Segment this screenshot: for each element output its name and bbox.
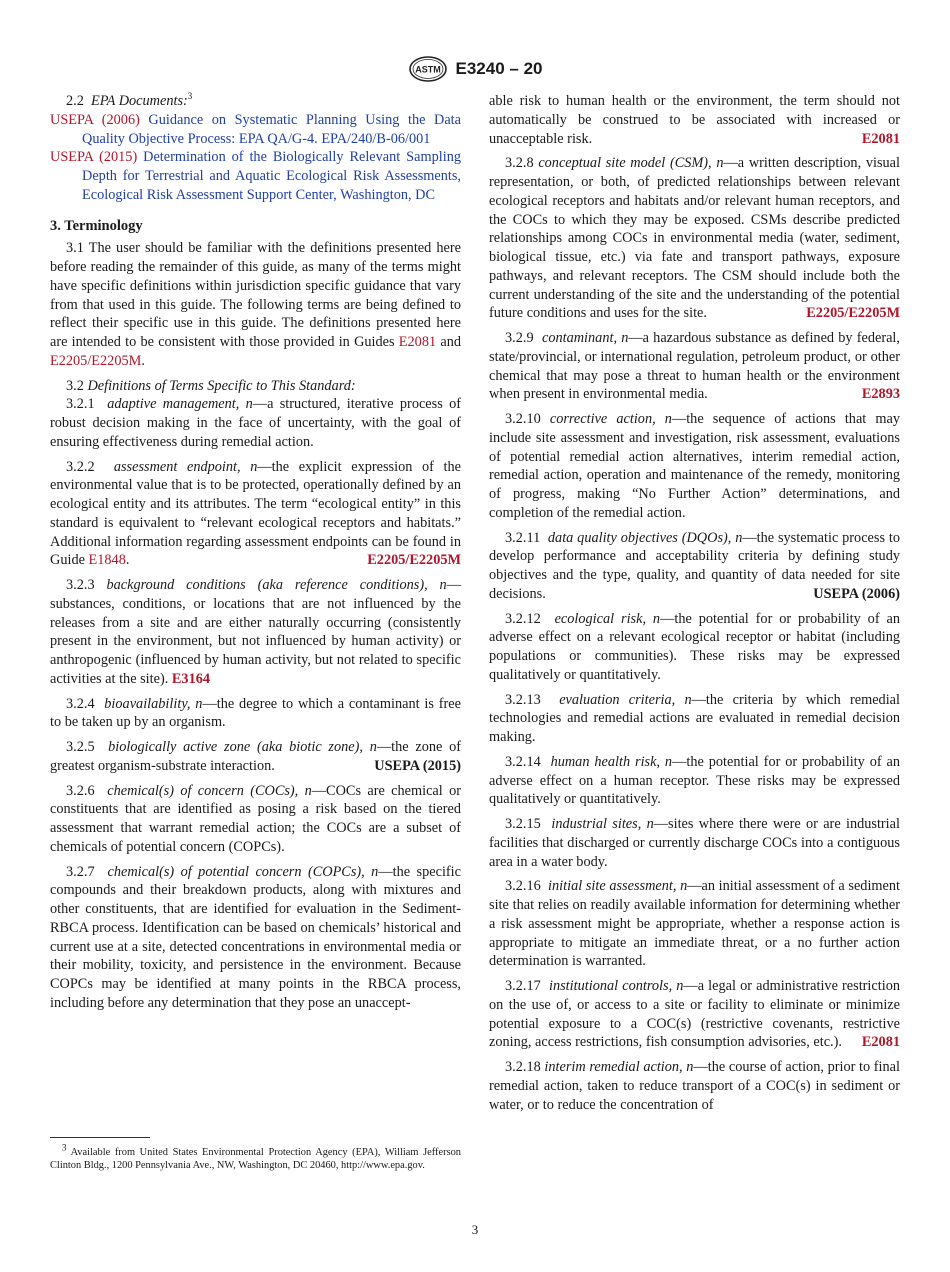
ref-link-e2205[interactable]: E2205/E2205M — [50, 352, 142, 369]
definition-3-2-15: 3.2.15 industrial sites, n—sites where there were or are industrial facilities that discharged or currently discharge COCs into a contiguous area in a water body. — [489, 816, 900, 870]
definition-3-2-11: 3.2.11 data quality objectives (DQOs), n—the systematic process to develop performance and acceptability criteria by defining study objectives and the type, quality, and quantity of data needed for site decisions. USEPA (2006) — [489, 529, 900, 602]
definition-3-2-2: 3.2.2 assessment endpoint, n—the explicit expression of the environmental value that is to be protected, operationally defined by an ecological entity and its attributes. The term “ecological entity” in this standard is equivalent to “relevant ecological receptors and habitats.” Additional information regarding assessment endpoints can be found in Guide E1848. E2205/E2205M — [50, 458, 461, 569]
source-tag[interactable]: E3164 — [171, 670, 211, 687]
definition-3-2-7-continued: able risk to human health or the environment, the term should not automatically be construed to be associated with increased or unacceptable risk. E2081 — [489, 93, 900, 147]
standard-designation: E3240 – 20 — [455, 59, 543, 78]
definition-3-2-12: 3.2.12 ecological risk, n—the potential for or probability of an adverse effect on a relevant ecological receptor or habitat (including populations or communities). These risks may be expressed qualitatively or quantitatively. — [489, 610, 900, 683]
footnote: $^3$ Available from United States Environmental Protection Agency (EPA), William Jefferson Clinton Bldg., 1200 Pennsylvania Ave., NW, Washington, DC 20460, http://www.epa.gov. — [50, 1142, 461, 1172]
page-number: 3 — [471, 1222, 479, 1237]
source-tag[interactable]: E2081 — [861, 1034, 900, 1051]
definition-3-2-1: 3.2.1 adaptive management, n—a structured, iterative process of robust decision making in the face of uncertainty, with the goal of ensuring effectiveness during remedial action. — [50, 396, 461, 450]
reference-usepa-2015[interactable]: USEPA (2015) Determination of the Biologically Relevant Sampling Depth for Terrestrial and Aquatic Ecological Risk Assessments, Ecological Risk Assessment Support Center, Washington, DC — [50, 149, 461, 203]
page-header — [0, 56, 950, 82]
astm-logo-icon — [408, 56, 448, 82]
source-tag[interactable]: E2205/E2205M — [806, 305, 900, 322]
svg-text:ASTM: ASTM — [414, 64, 441, 75]
definition-3-2-4: 3.2.4 bioavailability, n—the degree to which a contaminant is free to be taken up by an organism. — [50, 695, 462, 731]
source-tag: USEPA (2015) — [374, 757, 461, 774]
source-tag: USEPA (2006) — [813, 585, 900, 602]
para-3-1: 3.1 The user should be familiar with the definitions presented here before reading the remainder of this guide, as many of the terms might have specific definitions within jurisdiction specific guidance that vary from that used in this guide. The following terms are being defined to reflect their specific use in this guide. The definitions presented here are intended to be consistent with those provided in Guides E2081 and E2205/E2205M. — [50, 240, 461, 369]
source-tag[interactable]: E2893 — [861, 386, 900, 403]
definition-3-2-18: 3.2.18 interim remedial action, n—the course of action, prior to final remedial action, taken to reduce transport of a COC(s) in sediment or water, or to reduce the concentration of — [489, 1059, 900, 1113]
definition-3-2-13: 3.2.13 evaluation criteria, n—the criteria by which remedial technologies and remedial actions are evaluated in remedial decision making. — [489, 691, 900, 745]
definition-3-2-8: 3.2.8 conceptual site model (CSM), n—a written description, visual representation, or both, of predicted relationships between relevant ecological receptors and habitats and/or relevant human receptors, and the COCs to which they may be exposed. CSMs describe predicted relationships among COCs in environmental media (water, sediment, biological tissue, etc.) via fate and transport pathways, exposure pathways, and relevant receptors. The CSM should include both the current understanding of the site and the understanding of the potential future conditions and uses for the site. E2205/E2205M — [489, 155, 901, 322]
ref-link-e1848[interactable]: E1848 — [88, 552, 126, 569]
definition-3-2-5: 3.2.5 biologically active zone (aka biotic zone), n—the zone of greatest organism-substrate interaction. USEPA (2015) — [50, 739, 461, 774]
definition-3-2-7: 3.2.7 chemical(s) of potential concern (COPCs), n—the specific compounds and their breakdown products, along with mixtures and other constituents, that are identified for evaluation in the Sediment-RBCA process. Identification can be based on chemicals’ historical and current use at a site, detected concentrations in environmental media or their mobility, toxicity, and persistence in the environment. Because COPCs may be identified at many points in the RBCA process, including before any determination that they pose an unaccept- — [50, 863, 461, 1011]
right-column — [489, 92, 900, 1120]
definition-3-2-16: 3.2.16 initial site assessment, n—an initial assessment of a sediment site that relies on readily available information for determining whether a risk assessment might be appropriate, whether a response action is appropriate to mitigate an immediate threat, or a no further action determination is warranted. — [489, 878, 901, 970]
definition-3-2-9: 3.2.9 contaminant, n—a hazardous substance as defined by federal, state/provincial, or international regulation, petroleum product, or other chemical that may pose a threat to human health or the environment when present in environmental media. E2893 — [489, 330, 900, 403]
definition-3-2-6: 3.2.6 chemical(s) of concern (COCs), n—COCs are chemical or constituents that are identified as posing a risk based on the tiered assessment that warrant remedial action; the COCs are a subset of chemicals of potential concern (COPCs). — [50, 782, 462, 855]
ref-link-e2081[interactable]: E2081 — [398, 334, 437, 350]
section-3-heading: 3. Terminology — [50, 217, 143, 234]
reference-usepa-2006[interactable]: USEPA (2006) Guidance on Systematic Planning Using the Data Quality Objective Process: EPA QA/G-4. EPA/240/B-06/001 — [50, 111, 461, 147]
source-tag[interactable]: E2081 — [861, 130, 900, 147]
definition-3-2-14: 3.2.14 human health risk, n—the potential for or probability of an adverse effect on a human receptor. These risks may be expressed qualitatively or quantitatively. — [489, 753, 900, 808]
definition-3-2-17: 3.2.17 institutional controls, n—a legal or administrative restriction on the use of, or access to a site or facility to eliminate or minimize potential exposure to a COC(s) (restrictive covenants, restrictive zoning, access restrictions, fish consumption advisories, etc.). E2081 — [489, 978, 900, 1051]
section-2-2-heading: 2.2 EPA Documents:$^3$ — [66, 91, 193, 109]
source-tag[interactable]: E2205/E2205M — [367, 552, 461, 569]
left-column — [50, 92, 461, 1019]
definition-3-2-10: 3.2.10 corrective action, n—the sequence of actions that may include site assessment and investigation, risk assessment, evaluations of potential remedial action alternatives, interim remedial action, remedial action, operation and maintenance of the remedy, monitoring of progress, making “No Further Action” determinations, and completion of the remedial action. — [489, 411, 900, 521]
definition-3-2-3: 3.2.3 background conditions (aka reference conditions), n—substances, conditions, or locations that are not influenced by the releases from a site and are either naturally occurring (consistently present in the environment, but not influenced by human activity) or anthropogenic (influenced by human activity, but not related to specific activities at the site). E3164 — [50, 577, 461, 687]
footnote-divider — [50, 1137, 150, 1138]
para-3-2: 3.2 Definitions of Terms Specific to This Standard: — [66, 377, 356, 394]
